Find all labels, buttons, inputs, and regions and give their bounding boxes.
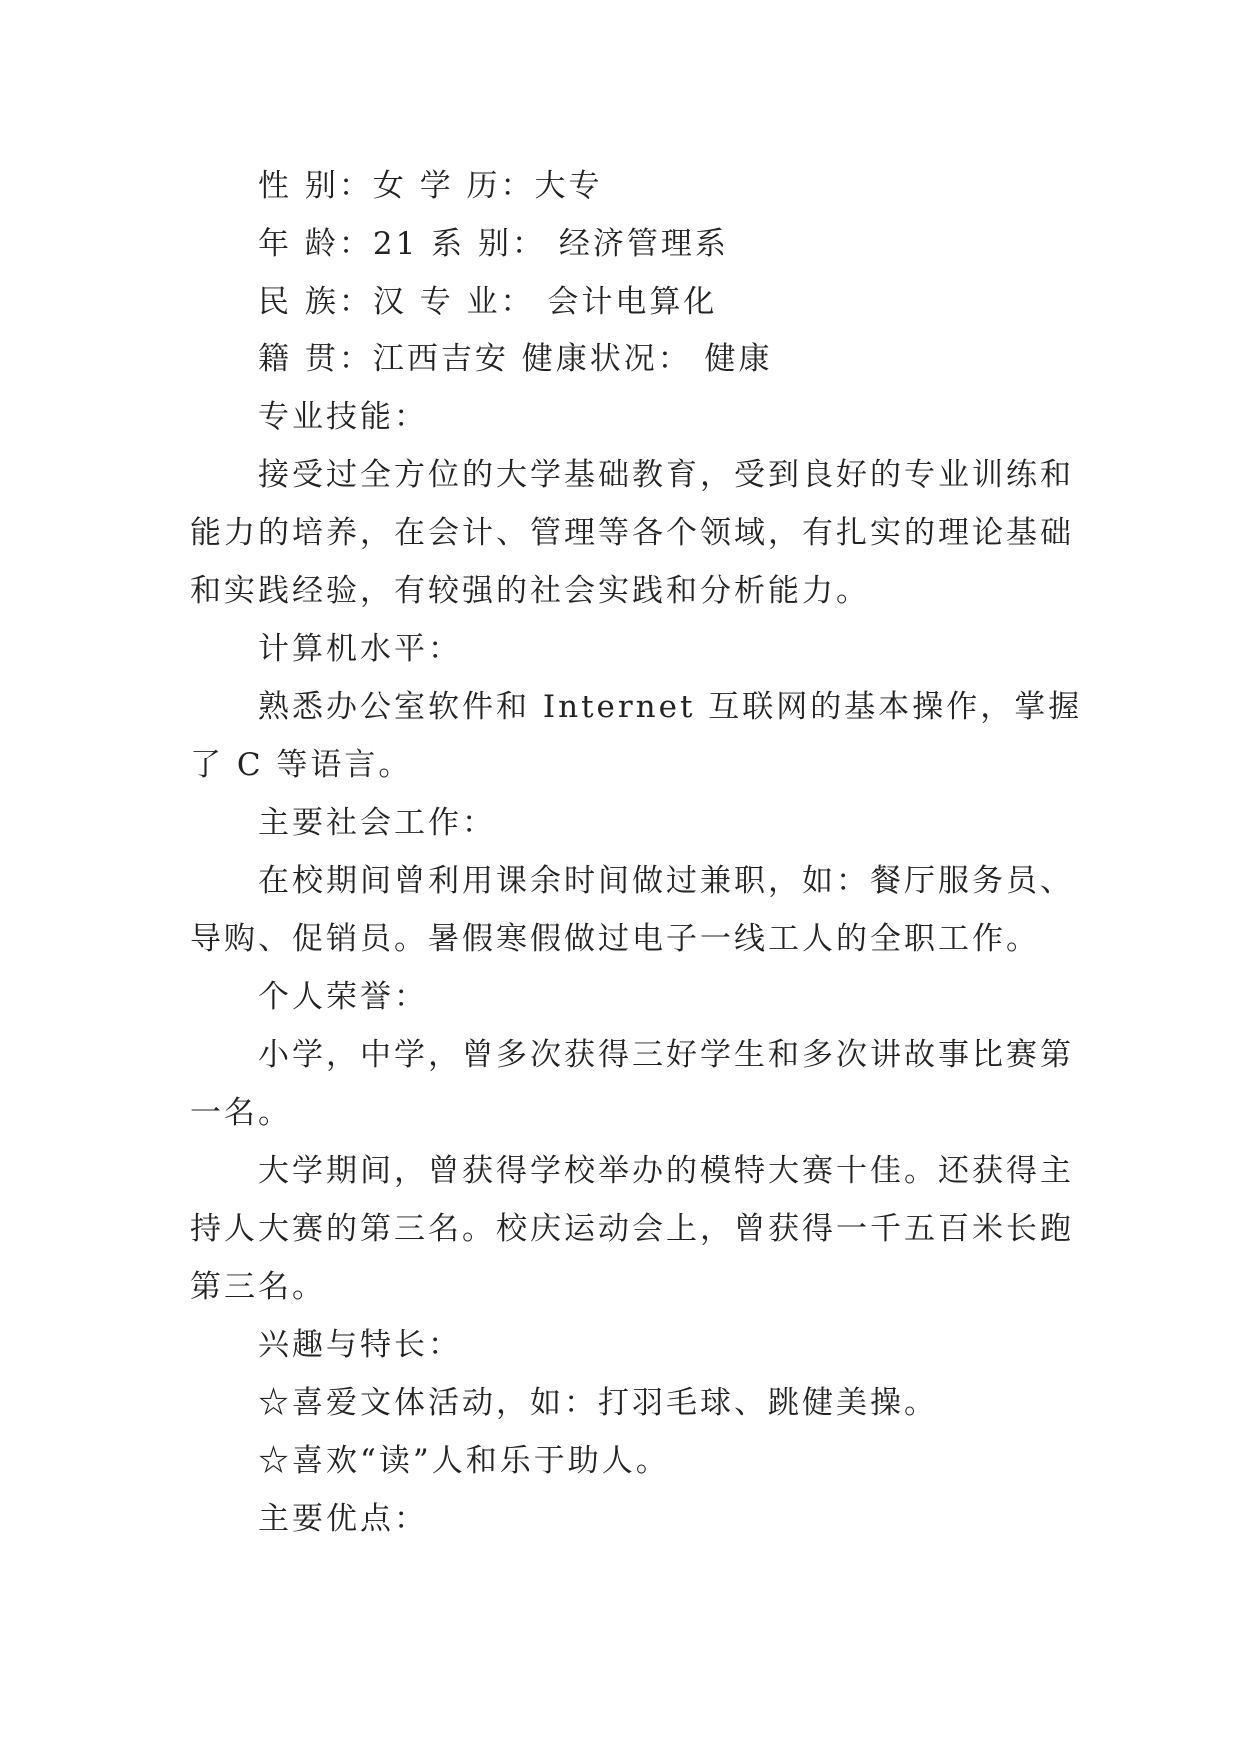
info-origin-health: 籍 贯：江西吉安 健康状况： 健康 [258,341,773,377]
social-work-text-line-1: 在校期间曾利用课余时间做过兼职，如：餐厅服务员、 [258,863,1074,899]
info-ethnicity-major: 民 族：汉 专 业： 会计电算化 [258,284,718,320]
strengths-heading: 主要优点： [258,1501,428,1537]
info-age-department: 年 龄：21 系 别： 经济管理系 [258,226,729,262]
computer-text-line-2: 了 C 等语言。 [190,747,413,783]
interests-item-2: ☆喜欢“读”人和乐于助人。 [258,1443,670,1479]
skills-text-line-1: 接受过全方位的大学基础教育，受到良好的专业训练和 [258,457,1074,493]
skills-heading: 专业技能： [258,399,428,435]
interests-heading: 兴趣与特长： [258,1327,462,1363]
computer-text-line-1: 熟悉办公室软件和 Internet 互联网的基本操作，掌握 [258,689,1083,725]
honors-p1-line-2: 一名。 [190,1095,292,1131]
computer-heading: 计算机水平： [258,631,462,667]
social-work-text-line-2: 导购、促销员。暑假寒假做过电子一线工人的全职工作。 [190,921,1040,957]
interests-item-1: ☆喜爱文体活动，如：打羽毛球、跳健美操。 [258,1385,938,1421]
honors-p2-line-1: 大学期间，曾获得学校举办的模特大赛十佳。还获得主 [258,1153,1074,1189]
honors-p2-line-2: 持人大赛的第三名。校庆运动会上，曾获得一千五百米长跑 [190,1211,1074,1247]
honors-p1-line-1: 小学，中学，曾多次获得三好学生和多次讲故事比赛第 [258,1037,1074,1073]
honors-heading: 个人荣誉： [258,979,428,1015]
honors-p2-line-3: 第三名。 [190,1269,326,1305]
info-gender-education: 性 别：女 学 历：大专 [258,168,603,204]
skills-text-line-3: 和实践经验，有较强的社会实践和分析能力。 [190,573,870,609]
skills-text-line-2: 能力的培养，在会计、管理等各个领域，有扎实的理论基础 [190,515,1074,551]
social-work-heading: 主要社会工作： [258,805,496,841]
